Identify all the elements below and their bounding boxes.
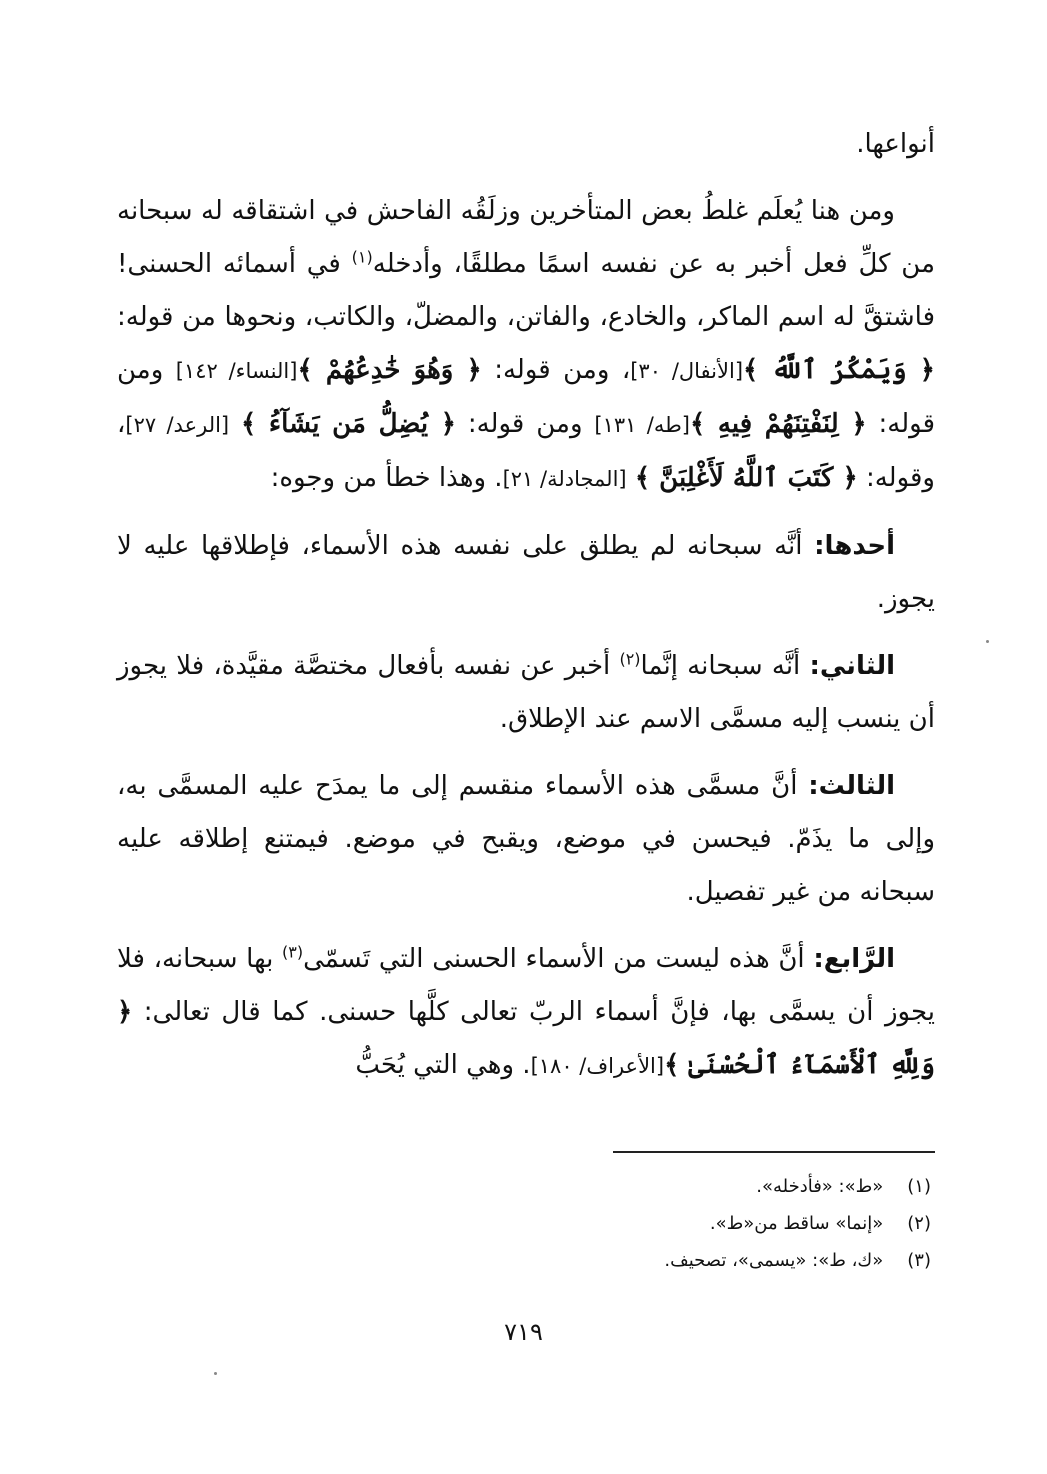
footnote-1 <box>331 1168 931 1205</box>
p1-text-3: ، ومن قوله: <box>494 355 631 385</box>
verse-ref-3: [طه/ ١٣١] <box>594 413 690 437</box>
footnote-3 <box>331 1242 931 1279</box>
footnote-3-text: «ك، ط»: «يسمى»، تصحيف. <box>664 1250 884 1271</box>
scan-speck-2 <box>214 1372 217 1375</box>
quran-quote-2: ﴿ وَهُوَ خَٰدِعُهُمْ ﴾ <box>297 355 482 385</box>
p3-text-2: أخبر عن نفسه بأفعال مختصَّة مقيَّدة، فلا يجوز أن ينسب إليه مسمَّى الاسم عند الإطلاق. <box>117 651 935 734</box>
footnote-2-number: (٢) <box>907 1213 931 1234</box>
paragraph-1 <box>117 185 935 506</box>
opening-line <box>117 118 935 171</box>
p1-text-5: ومن قوله: <box>467 409 583 439</box>
p1-text-6: ، وقوله: <box>117 409 935 493</box>
paragraph-4-lead: الثالث: <box>808 771 896 801</box>
footnote-1-number: (١) <box>907 1176 931 1197</box>
p1-text-2: في أسمائه الحسنى! فاشتقَّ له اسم الماكر، والخادع، والفاتن، والمضلّ، والكاتب، ونحوها من قوله: <box>117 249 935 332</box>
footnote-ref-2[interactable]: (٢) <box>619 649 641 669</box>
footnote-1-text: «ط»: «فأدخله». <box>756 1176 884 1197</box>
paragraph-2 <box>117 520 935 626</box>
footnote-ref-1[interactable]: (١) <box>351 247 373 267</box>
p5-text-1: أنَّ هذه ليست من الأسماء الحسنى التي تَسمّى <box>303 944 805 974</box>
p1-text-7: . وهذا خطأ من وجوه: <box>270 463 503 493</box>
paragraph-3 <box>117 640 935 746</box>
paragraph-5-lead: الرَّابع: <box>813 944 896 974</box>
quran-quote-5: ﴿ كَتَبَ ٱللَّهُ لَأَغْلِبَنَّ ﴾ <box>634 463 858 493</box>
p1-text-4: ومن قوله: <box>117 355 935 439</box>
p5-text-3: . وهي التي يُحَبُّ <box>355 1050 531 1080</box>
paragraph-4 <box>117 760 935 919</box>
main-text <box>117 118 935 1107</box>
paragraph-5 <box>117 933 935 1093</box>
footnote-3-number: (٣) <box>907 1250 931 1271</box>
verse-ref-5: [المجادلة/ ٢١] <box>502 467 627 491</box>
quran-quote-1: ﴿ وَيَمْكُرُ ٱللَّهُ ﴾ <box>743 355 936 385</box>
scan-speck-1 <box>986 640 989 643</box>
paragraph-4-text: أنَّ مسمَّى هذه الأسماء منقسم إلى ما يمدَح عليه المسمَّى به، وإلى ما يذَمّ. فيحسن في موضع، ويقبح في موضع. فيمتنع إطلاقه عليه سبحانه من غير تفصيل. <box>117 771 935 907</box>
p3-text-1: أنَّه سبحانه إنَّما <box>640 651 801 681</box>
verse-ref-4: [الرعد/ ٢٧] <box>125 413 230 437</box>
paragraph-3-lead: الثاني: <box>809 651 895 681</box>
quran-quote-3: ﴿ لِنَفْتِنَهُمْ فِيهِ ﴾ <box>690 409 867 439</box>
page-number: ٧١٩ <box>504 1318 543 1346</box>
verse-ref-2: [النساء/ ١٤٢] <box>175 359 298 383</box>
p5-text-2: بها سبحانه، فلا يجوز أن يسمَّى بها، فإنَّ أسماء الربّ تعالى كلَّها حسنى. كما قال تعالى: <box>117 944 935 1027</box>
quran-quote-6: ﴿ وَلِلَّهِ ٱلْأَسْمَآءُ ٱلْحُسْنَىٰ ﴾ <box>117 997 935 1080</box>
paragraph-2-text: أنَّه سبحانه لم يطلق على نفسه هذه الأسماء، فإطلاقها عليه لا يجوز. <box>117 531 935 614</box>
quran-quote-4: ﴿ يُضِلُّ مَن يَشَآءُ ﴾ <box>241 409 456 439</box>
paragraph-2-lead: أحدها: <box>814 531 896 561</box>
footnote-separator <box>613 1151 935 1153</box>
footnote-2-text: «إنما» ساقط من«ط». <box>709 1213 884 1234</box>
opening-line-text: أنواعها. <box>856 129 935 159</box>
footnote-2 <box>331 1205 931 1242</box>
p1-text-1: ومن هنا يُعلَم غلطُ بعض المتأخرين وزلَقُه الفاحش في اشتقاقه له سبحانه من كلِّ فعل أخبر به عن نفسه اسمًا مطلقًا، وأدخله <box>117 196 936 279</box>
footnote-ref-3[interactable]: (٣) <box>281 942 304 962</box>
footnotes <box>331 1168 931 1279</box>
verse-ref-6: [الأعراف/ ١٨٠] <box>530 1054 665 1078</box>
verse-ref-1: [الأنفال/ ٣٠] <box>630 359 744 383</box>
